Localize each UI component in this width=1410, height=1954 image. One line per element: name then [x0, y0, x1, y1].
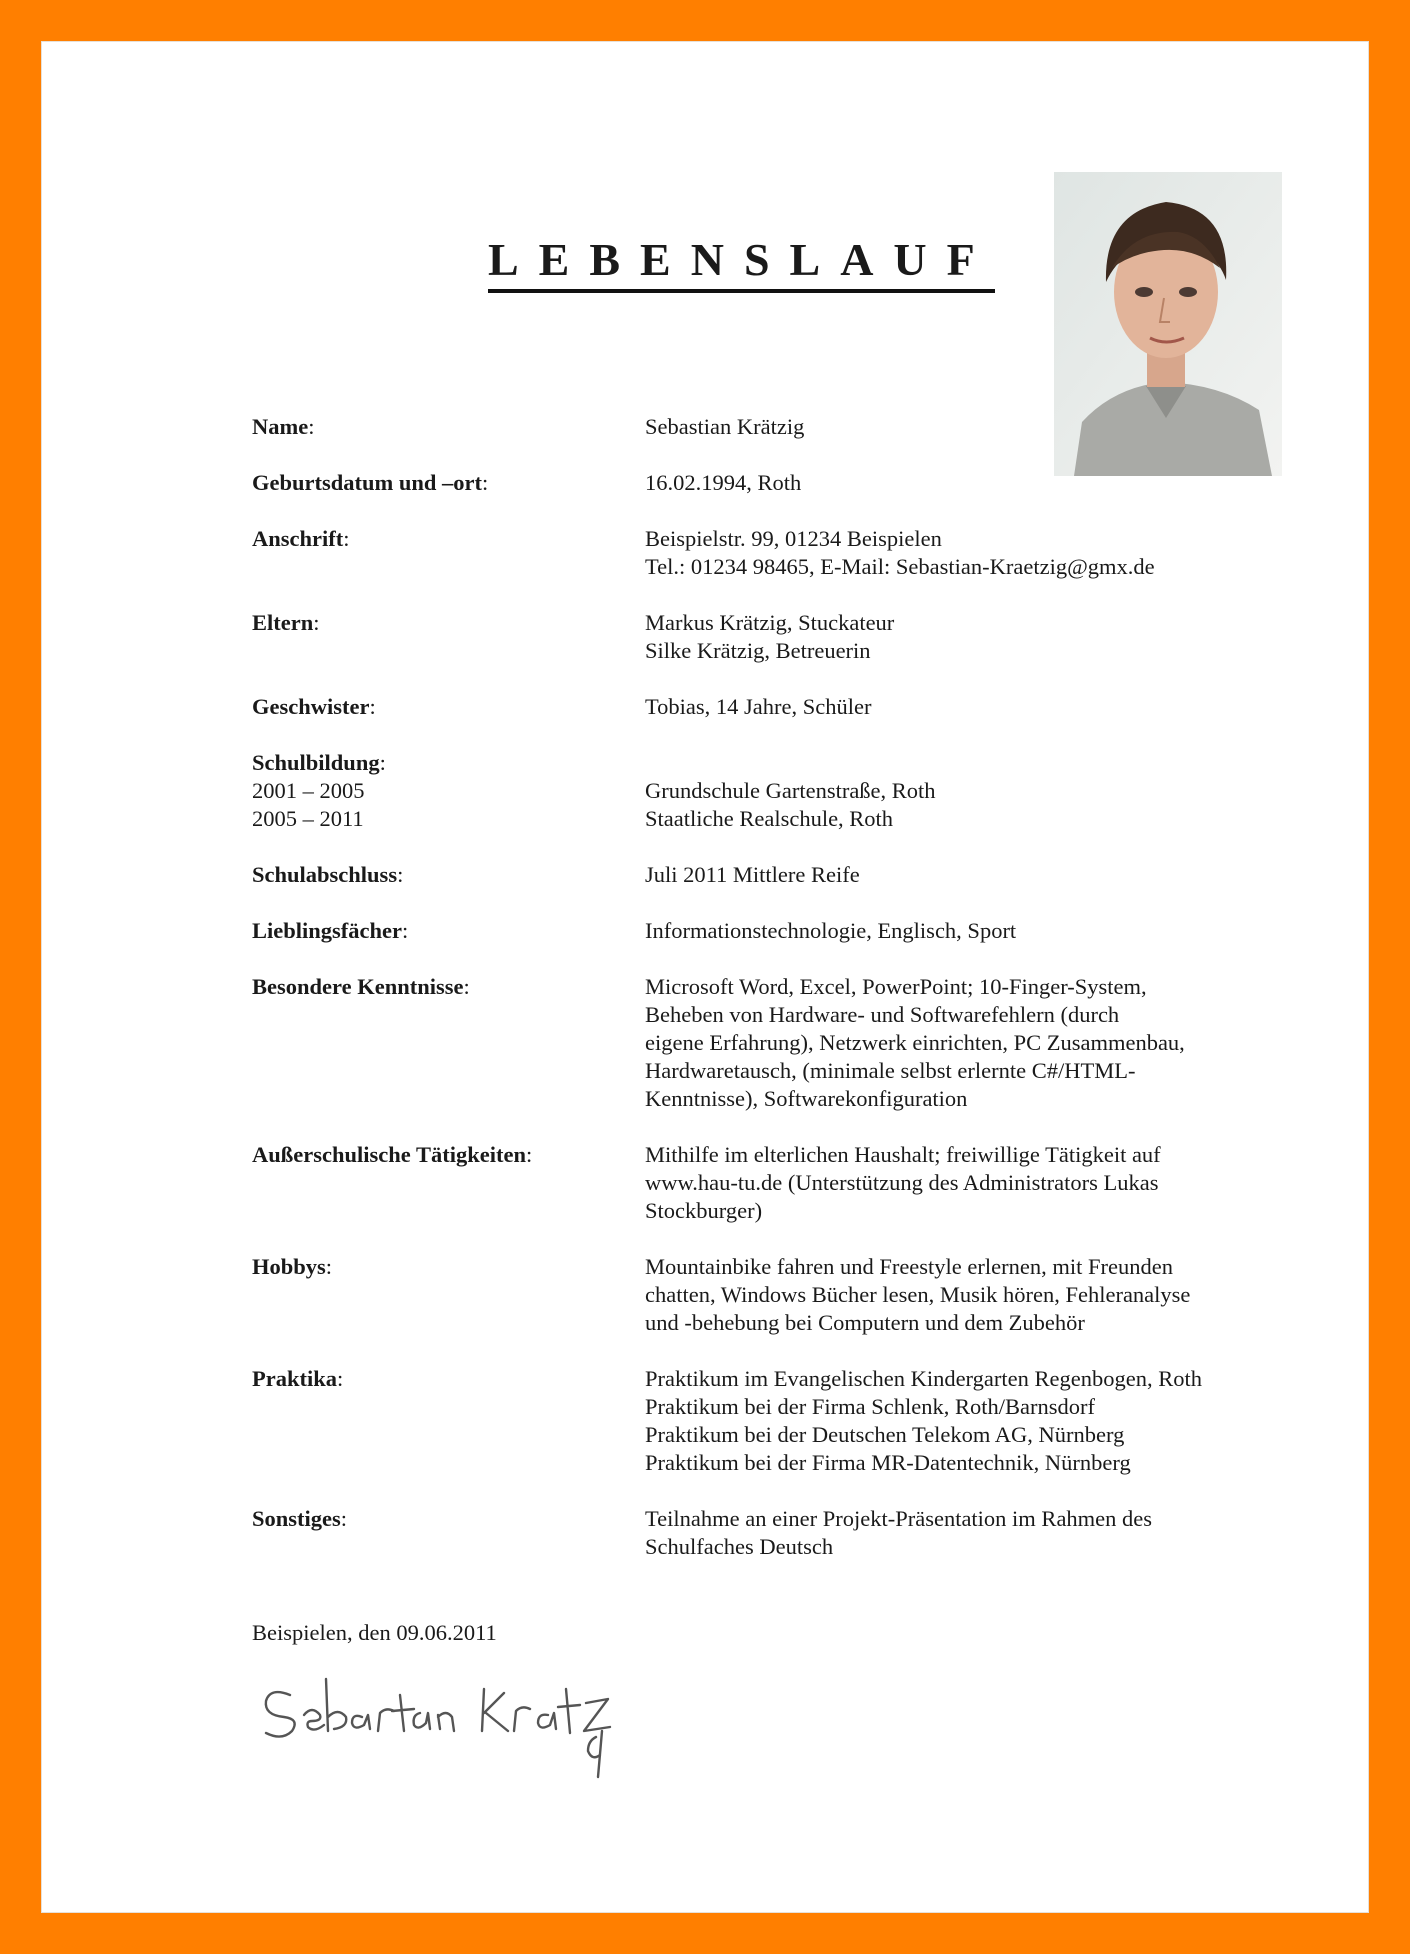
handwritten-signature-icon: [252, 1659, 612, 1779]
school-period-1: 2001 – 2005: [252, 778, 365, 803]
signature: [252, 1659, 612, 1779]
label-hobbies: Hobbys: [252, 1254, 326, 1279]
hobbies-line-3: und -behebung bei Computern und dem Zubehör: [645, 1310, 1085, 1335]
misc-line-2: Schulfaches Deutsch: [645, 1534, 834, 1559]
value-favorite-subjects: Informationstechnologie, Englisch, Sport: [645, 918, 1017, 943]
value-parent-2: Silke Krätzig, Betreuerin: [645, 638, 871, 663]
school-blank: [645, 749, 1285, 777]
value-address-line: Beispielstr. 99, 01234 Beispielen: [645, 526, 942, 551]
page-title: LEBENSLAUF: [488, 233, 995, 293]
skills-line-5: Kenntnisse), Softwarekonfiguration: [645, 1086, 968, 1111]
activities-line-3: Stockburger): [645, 1198, 763, 1223]
value-graduation: Juli 2011 Mittlere Reife: [645, 862, 860, 887]
value-siblings: Tobias, 14 Jahre, Schüler: [645, 694, 872, 719]
hobbies-line-1: Mountainbike fahren und Freestyle erlernen, mit Freunden: [645, 1254, 1173, 1279]
label-birth: Geburtsdatum und –ort: [252, 470, 483, 495]
school-name-1: Grundschule Gartenstraße, Roth: [645, 778, 936, 803]
skills-line-3: eigene Erfahrung), Netzwerk einrichten, PC Zusammenbau,: [645, 1030, 1185, 1055]
school-name-2: Staatliche Realschule, Roth: [645, 806, 894, 831]
label-activities: Außerschulische Tätigkeiten: [252, 1142, 526, 1167]
label-internships: Praktika: [252, 1366, 338, 1391]
hobbies-line-2: chatten, Windows Bücher lesen, Musik hören, Fehleranalyse: [645, 1282, 1191, 1307]
label-address: Anschrift: [252, 526, 344, 551]
label-school: Schulbildung: [252, 750, 380, 775]
value-name: Sebastian Krätzig: [645, 414, 805, 439]
skills-line-1: Microsoft Word, Excel, PowerPoint; 10-Finger-System,: [645, 974, 1147, 999]
activities-line-1: Mithilfe im elterlichen Haushalt; freiwillige Tätigkeit auf: [645, 1142, 1161, 1167]
label-siblings: Geschwister: [252, 694, 370, 719]
cv-page: LEBENSLAUF Name: Sebastian Krätzig Geburtsdatum und –ort: 16.02.1994, Roth Anschrift: Beispielstr. 99, 01234 Beispielen Tel.: 01234 98465, E-Mail: Sebastian-Kraetzig@gmx.de Eltern: Markus Krätzig, Stuckateur Silke Krätzig, Betreuerin Geschwister: Tobias, 14 Jahre, Schüler Schulbildung: 2001 – 2005 2005 – 2011 Grundschule Gartenstraße, Roth Staatliche Realschule, Roth Schulabschluss: Juli 2011 Mittlere Reife Lieblingsfächer: Informationstechnologie, Englisch, Sport Besondere Kenntnisse: Microsoft Word, Excel, PowerPoint; 10-Finger-System, Beheben von Hardware- und Softwarefehlern (durch eigene Erfahrung), Netzwerk einrichten, PC Zusammenbau, Hardwaretausch, (minimale selbst erlernte C#/HTML- Kenntnisse), Softwarekonfiguration Außerschulische Tätigkeiten: Mithilfe im elterlichen Haushalt; freiwillige Tätigkeit auf www.hau-tu.de (Unterstützung des Administrators Lukas Stockburger) Hobbys: Mountainbike fahren und Freestyle erlernen, mit Freunden chatten, Windows Bücher lesen, Musik hören, Fehleranalyse und -behebung bei Computern und dem Zubehör Praktika: Praktikum im Evangelischen Kindergarten Regenbogen, Roth Praktikum bei der Firma Schlenk, Roth/Barnsdorf Praktikum bei der Deutschen Telekom AG, Nürnberg Praktikum bei der Firma MR-Datentechnik, Nürnberg Sonstiges: Teilnahme an einer Projekt-Präsentation im Rahmen des Schulfaches Deutsch Beispielen, den 09.06.2011: [41, 41, 1369, 1913]
label-parents: Eltern: [252, 610, 314, 635]
internship-3: Praktikum bei der Deutschen Telekom AG, Nürnberg: [645, 1422, 1125, 1447]
internship-4: Praktikum bei der Firma MR-Datentechnik, Nürnberg: [645, 1450, 1131, 1475]
place-date: Beispielen, den 09.06.2011: [252, 1620, 497, 1645]
value-birth: 16.02.1994, Roth: [645, 470, 802, 495]
value-contact-line: Tel.: 01234 98465, E-Mail: Sebastian-Kraetzig@gmx.de: [645, 554, 1155, 579]
label-graduation: Schulabschluss: [252, 862, 398, 887]
school-period-2: 2005 – 2011: [252, 806, 364, 831]
internship-1: Praktikum im Evangelischen Kindergarten Regenbogen, Roth: [645, 1366, 1202, 1391]
label-misc: Sonstiges: [252, 1506, 341, 1531]
value-parent-1: Markus Krätzig, Stuckateur: [645, 610, 895, 635]
misc-line-1: Teilnahme an einer Projekt-Präsentation im Rahmen des: [645, 1506, 1153, 1531]
skills-line-2: Beheben von Hardware- und Softwarefehlern (durch: [645, 1002, 1120, 1027]
label-favorite-subjects: Lieblingsfächer: [252, 918, 402, 943]
label-skills: Besondere Kenntnisse: [252, 974, 464, 999]
label-name: Name: [252, 414, 309, 439]
activities-line-2: www.hau-tu.de (Unterstützung des Administrators Lukas: [645, 1170, 1159, 1195]
internship-2: Praktikum bei der Firma Schlenk, Roth/Barnsdorf: [645, 1394, 1095, 1419]
skills-line-4: Hardwaretausch, (minimale selbst erlernte C#/HTML-: [645, 1058, 1136, 1083]
